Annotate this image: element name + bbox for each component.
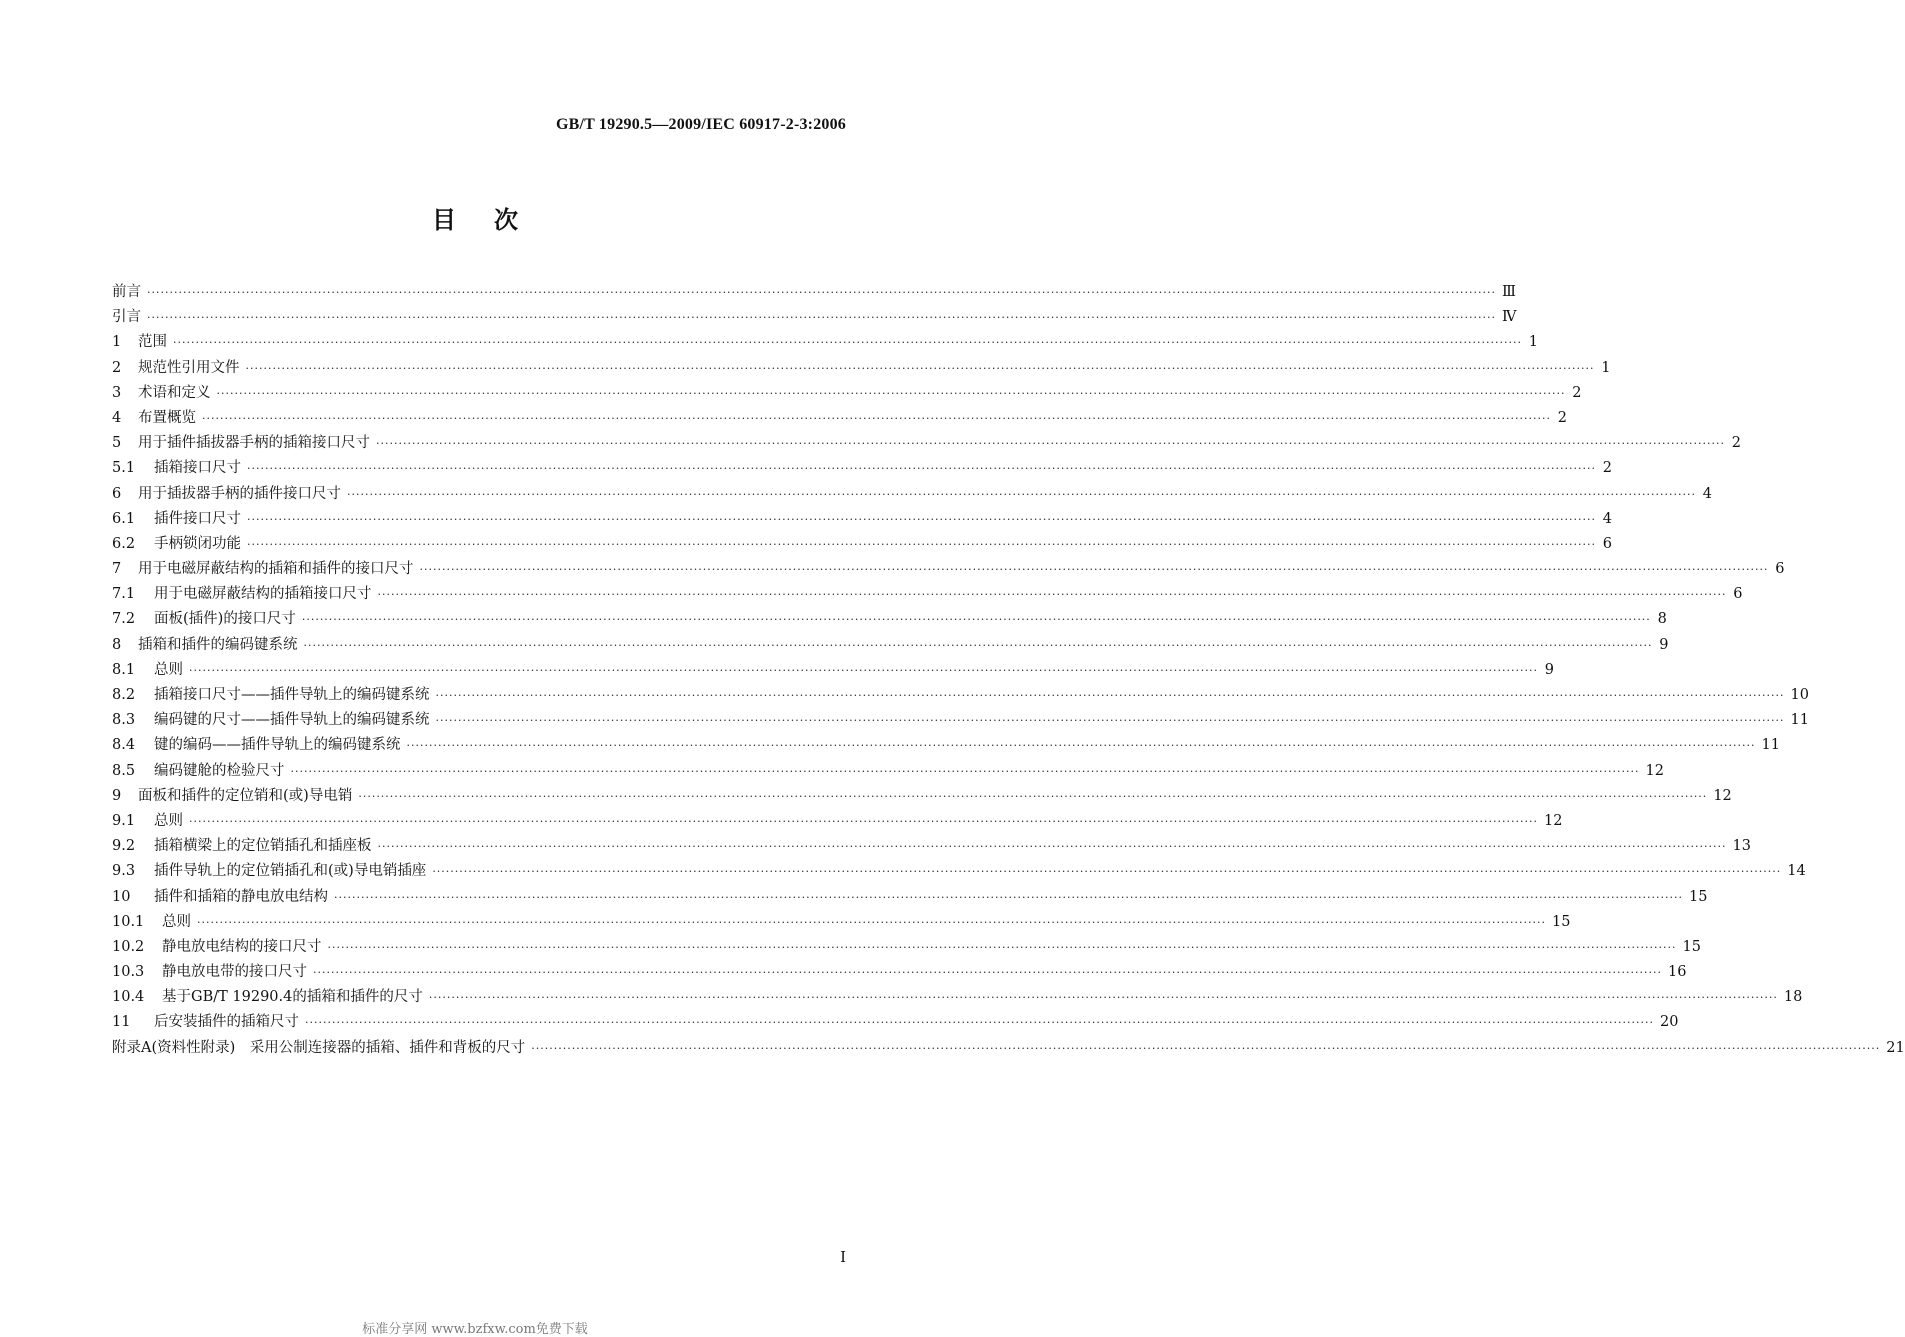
toc-entry-number: 5.1 — [112, 460, 136, 477]
toc-entry-page: 15 — [1551, 913, 1571, 930]
toc-dot-leader: ············································································································································································································································································································ — [327, 940, 1677, 954]
toc-entry-label: 编码键舱的检验尺寸 — [154, 762, 285, 779]
toc-entry[interactable] — [112, 431, 1741, 456]
toc-entry[interactable] — [112, 885, 1708, 910]
toc-entry-page: 14 — [1787, 863, 1806, 880]
toc-entry-number: 7.2 — [112, 611, 136, 628]
toc-entry-page: 2 — [1557, 409, 1567, 426]
toc-entry-label: 术语和定义 — [138, 384, 211, 401]
toc-entry-label: 插箱横梁上的定位销插孔和插座板 — [154, 838, 372, 855]
toc-dot-leader: ············································································································································································································································································································ — [334, 890, 1683, 904]
toc-entry-page: 8 — [1657, 611, 1667, 628]
toc-entry-number: 5 — [112, 435, 122, 452]
toc-entry[interactable] — [112, 607, 1667, 632]
toc-entry-number: 8.3 — [112, 712, 136, 729]
page-number: I — [840, 1248, 846, 1266]
toc-entry[interactable] — [112, 759, 1664, 784]
toc-entry[interactable] — [112, 507, 1612, 532]
toc-dot-leader: ············································································································································································································································································································ — [202, 411, 1551, 425]
toc-entry-page: 4 — [1702, 485, 1712, 502]
toc-entry-page: Ⅳ — [1501, 309, 1517, 326]
toc-dot-leader: ············································································································································································································································································································ — [377, 840, 1727, 854]
toc-entry-label: 插箱接口尺寸 — [154, 460, 241, 477]
toc-dot-leader: ············································································································································································································································································································ — [358, 789, 1708, 803]
table-of-contents — [112, 280, 1905, 1061]
toc-entry-label: 编码键的尺寸——插件导轨上的编码键系统 — [154, 712, 430, 729]
toc-entry-label: 用于电磁屏蔽结构的插箱和插件的接口尺寸 — [138, 561, 414, 578]
toc-entry-number: 8 — [112, 636, 122, 653]
toc-entry-label: 插件和插箱的静电放电结构 — [154, 888, 328, 905]
toc-entry[interactable] — [112, 532, 1612, 557]
toc-entry-page: 12 — [1543, 812, 1563, 829]
toc-entry-number: 2 — [112, 359, 122, 376]
toc-entry-page: 12 — [1713, 787, 1732, 804]
toc-entry[interactable] — [112, 985, 1803, 1010]
toc-entry[interactable] — [112, 658, 1554, 683]
toc-entry-page: 11 — [1790, 712, 1809, 729]
standard-code: GB/T 19290.5—2009/IEC 60917-2-3:2006 — [555, 116, 846, 133]
toc-entry-number: 6.1 — [112, 510, 136, 527]
toc-entry-page: 4 — [1602, 510, 1612, 527]
toc-entry[interactable] — [112, 1010, 1679, 1035]
toc-entry-label: 基于GB/T 19290.4的插箱和插件的尺寸 — [162, 989, 423, 1006]
toc-entry-number: 9.1 — [112, 812, 136, 829]
toc-dot-leader: ············································································································································································································································································································ — [290, 764, 1640, 778]
toc-entry-label: 面板和插件的定位销和(或)导电销 — [138, 787, 353, 804]
toc-dot-leader: ············································································································································································································································································································ — [406, 739, 1756, 753]
toc-entry-number: 9 — [112, 787, 122, 804]
toc-entry[interactable] — [112, 935, 1701, 960]
toc-entry-label: 引言 — [112, 309, 141, 326]
toc-dot-leader: ············································································································································································································································································································ — [147, 311, 1496, 325]
toc-dot-leader: ············································································································································································································································································································ — [245, 361, 1595, 375]
toc-entry-number: 4 — [112, 409, 122, 426]
toc-dot-leader: ············································································································································································································································································································ — [432, 865, 1782, 879]
toc-entry-number: 8.1 — [112, 661, 136, 678]
toc-entry[interactable] — [112, 683, 1809, 708]
toc-entry[interactable] — [112, 910, 1571, 935]
toc-entry-page: 15 — [1688, 888, 1708, 905]
toc-entry[interactable] — [112, 557, 1785, 582]
toc-dot-leader: ············································································································································································································································································································ — [189, 814, 1538, 828]
toc-entry-number: 8.2 — [112, 687, 136, 703]
toc-dot-leader: ············································································································································································································································································································ — [173, 336, 1522, 350]
toc-entry-label: 前言 — [112, 284, 141, 300]
toc-entry[interactable] — [112, 356, 1611, 381]
toc-entry-number: 6.2 — [112, 535, 136, 552]
page-title: 目次 — [432, 205, 556, 234]
toc-entry-page: 11 — [1761, 737, 1780, 754]
toc-dot-leader: ············································································································································································································································································································ — [197, 915, 1546, 929]
toc-entry-page: 1 — [1528, 334, 1538, 351]
toc-dot-leader: ············································································································································································································································································································ — [189, 663, 1538, 677]
toc-entry-number: 10.1 — [112, 913, 145, 930]
toc-dot-leader: ············································································································································································································································································································ — [376, 437, 1725, 451]
toc-entry[interactable] — [112, 834, 1751, 859]
toc-entry[interactable] — [112, 582, 1743, 607]
toc-dot-leader: ············································································································································································································································································································ — [435, 714, 1785, 728]
toc-entry-number: 10.4 — [112, 989, 145, 1006]
toc-entry-label: 用于插拔器手柄的插件接口尺寸 — [138, 485, 341, 502]
toc-entry[interactable] — [112, 456, 1612, 481]
toc-entry[interactable] — [112, 330, 1538, 355]
toc-entry-page: 21 — [1886, 1039, 1905, 1056]
toc-entry-label: 面板(插件)的接口尺寸 — [154, 611, 296, 628]
toc-entry-page: 15 — [1682, 938, 1701, 955]
toc-entry[interactable] — [112, 960, 1687, 985]
toc-dot-leader: ············································································································································································································································································································ — [216, 386, 1566, 400]
toc-dot-leader: ············································································································································································································································································································ — [435, 689, 1785, 702]
toc-dot-leader: ············································································································································································································································································································ — [377, 588, 1727, 602]
toc-entry-label: 用于电磁屏蔽结构的插箱接口尺寸 — [154, 586, 372, 603]
toc-dot-leader: ············································································································································································································································································································ — [419, 563, 1769, 577]
toc-dot-leader: ············································································································································································································································································································ — [301, 613, 1651, 627]
toc-entry-number: 10 — [112, 888, 131, 905]
toc-entry[interactable] — [112, 809, 1563, 834]
toc-entry-label: 静电放电结构的接口尺寸 — [162, 938, 322, 955]
toc-entry-number: 11 — [112, 1014, 131, 1031]
toc-dot-leader: ············································································································································································································································································································ — [247, 512, 1596, 526]
toc-entry-label: 键的编码——插件导轨上的编码键系统 — [154, 737, 401, 754]
toc-entry-page: 6 — [1775, 561, 1785, 578]
toc-entry-label: 插箱和插件的编码键系统 — [138, 636, 298, 653]
toc-entry-number: 10.2 — [112, 938, 145, 955]
toc-entry-page: 6 — [1602, 535, 1612, 552]
toc-dot-leader: ············································································································································································································································································································ — [247, 537, 1596, 551]
toc-entry-label: 手柄锁闭功能 — [154, 535, 241, 552]
toc-entry-label: 范围 — [138, 334, 167, 351]
toc-entry-label: 总则 — [162, 913, 191, 930]
toc-entry-number: 3 — [112, 384, 122, 401]
toc-entry[interactable] — [112, 1036, 1905, 1061]
toc-entry-page: 2 — [1602, 460, 1612, 477]
toc-entry-page: 16 — [1667, 964, 1687, 981]
toc-entry[interactable] — [112, 482, 1712, 507]
toc-entry-page: 9 — [1544, 661, 1554, 678]
toc-entry-label: 插箱接口尺寸——插件导轨上的编码键系统 — [154, 687, 430, 703]
toc-entry[interactable] — [112, 708, 1809, 733]
toc-entry[interactable] — [112, 859, 1806, 884]
toc-entry-number: 8.5 — [112, 762, 136, 779]
toc-entry[interactable] — [112, 633, 1669, 658]
toc-entry-number: 1 — [112, 334, 122, 351]
toc-entry-label: 布置概览 — [138, 409, 196, 426]
toc-dot-leader: ············································································································································································································································································································ — [531, 1041, 1881, 1055]
toc-entry-label: 用于插件插拔器手柄的插箱接口尺寸 — [138, 435, 370, 452]
toc-entry[interactable] — [112, 733, 1780, 758]
toc-entry-number: 7.1 — [112, 586, 136, 603]
toc-dot-leader: ············································································································································································································································································································ — [347, 487, 1696, 501]
toc-entry-page: 20 — [1659, 1014, 1679, 1031]
toc-entry-label: 插件接口尺寸 — [154, 510, 241, 527]
toc-dot-leader: ············································································································································································································································································································ — [313, 966, 1662, 980]
toc-entry-label: 静电放电带的接口尺寸 — [162, 964, 307, 981]
toc-entry-page: 1 — [1601, 359, 1611, 376]
toc-entry-page: 2 — [1572, 384, 1582, 401]
toc-dot-leader: ············································································································································································································································································································ — [247, 462, 1596, 476]
toc-entry-label: 插件导轨上的定位销插孔和(或)导电销插座 — [154, 863, 427, 880]
toc-dot-leader: ············································································································································································································································································································ — [147, 286, 1496, 299]
toc-entry-number: 10.3 — [112, 964, 145, 981]
toc-dot-leader: ············································································································································································································································································································ — [303, 638, 1653, 652]
toc-entry-page: 9 — [1659, 636, 1669, 653]
toc-entry-label: 规范性引用文件 — [138, 359, 240, 376]
toc-entry-label: 总则 — [154, 661, 183, 678]
toc-entry-page: 13 — [1732, 838, 1751, 855]
toc-entry-label: 后安装插件的插箱尺寸 — [154, 1014, 299, 1031]
toc-entry-page: 10 — [1790, 687, 1809, 703]
toc-entry[interactable] — [112, 305, 1517, 330]
toc-entry-page: 18 — [1783, 989, 1803, 1006]
toc-entry[interactable] — [112, 280, 1516, 305]
toc-dot-leader: ············································································································································································································································································································ — [428, 991, 1778, 1005]
toc-entry-number: 8.4 — [112, 737, 136, 754]
toc-entry[interactable] — [112, 381, 1582, 406]
toc-entry-page: Ⅲ — [1501, 284, 1516, 300]
toc-entry-label: 附录A(资料性附录) 采用公制连接器的插箱、插件和背板的尺寸 — [112, 1039, 526, 1056]
toc-entry-number: 9.3 — [112, 863, 136, 880]
toc-entry[interactable] — [112, 784, 1732, 809]
toc-entry-page: 2 — [1731, 435, 1741, 452]
footer-watermark: 标准分享网 www.bzfxw.com免费下载 — [362, 1322, 588, 1337]
toc-dot-leader: ············································································································································································································································································································ — [305, 1016, 1654, 1030]
toc-entry-number: 7 — [112, 561, 122, 578]
toc-entry-page: 6 — [1733, 586, 1743, 603]
toc-entry[interactable] — [112, 406, 1567, 431]
toc-entry-label: 总则 — [154, 812, 183, 829]
toc-entry-number: 9.2 — [112, 838, 136, 855]
toc-entry-number: 6 — [112, 485, 122, 502]
toc-entry-page: 12 — [1645, 762, 1664, 779]
